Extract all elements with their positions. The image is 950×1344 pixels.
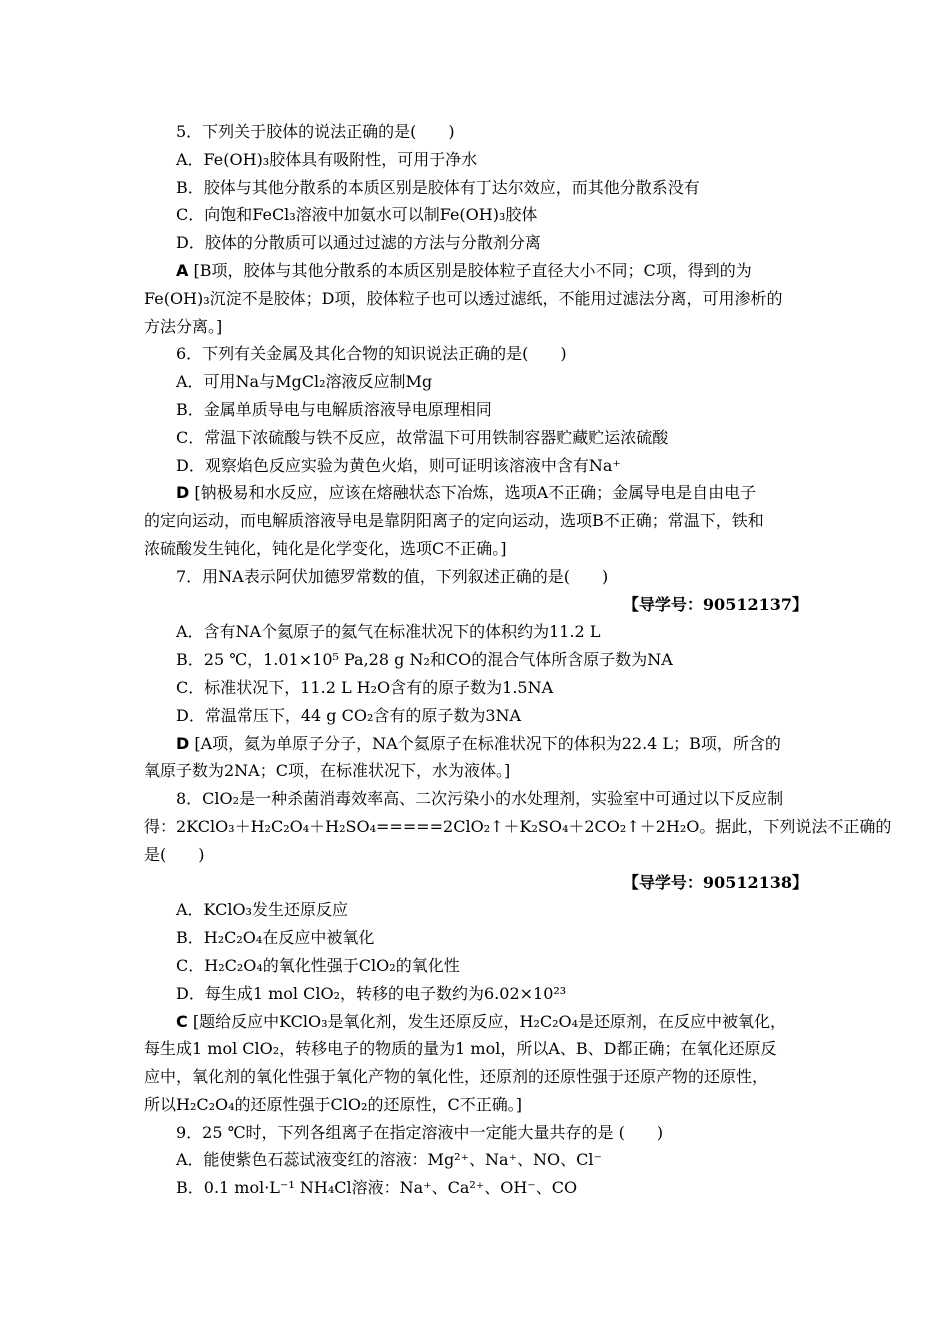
answer-explanation — [144, 257, 808, 285]
option-b: B．0.1 mol·L⁻¹ NH₄Cl溶液：Na⁺、Ca²⁺、OH⁻、CO — [176, 1178, 578, 1198]
answer-letter: C — [176, 1011, 188, 1031]
question-stem: 8．ClO₂是一种杀菌消毒效率高、二次污染小的水处理剂，实验室中可通过以下反应制 — [176, 789, 784, 809]
question-stem: 5．下列关于胶体的说法正确的是( ) — [176, 122, 455, 141]
question-8 — [144, 785, 892, 1119]
question-5 — [144, 118, 808, 340]
option-a: A．能使紫色石蕊试液变红的溶液：Mg²⁺、Na⁺、NO、Cl⁻ — [176, 1150, 602, 1170]
option-b: B．H₂C₂O₄在反应中被氧化 — [176, 928, 375, 948]
option-c: C．标准状况下，11.2 L H₂O含有的原子数为1.5NA — [176, 677, 554, 697]
option-c: C．H₂C₂O₄的氧化性强于ClO₂的氧化性 — [176, 955, 460, 975]
option-a: A．可用Na与MgCl₂溶液反应制Mg — [176, 372, 433, 392]
question-9 — [144, 1119, 808, 1202]
answer-explanation — [144, 730, 808, 758]
explanation-line: [题给反应中KClO₃是氧化剂，发生还原反应，H₂C₂O₄是还原剂，在反应中被氧化， — [192, 1011, 787, 1031]
answer-letter: D — [176, 733, 190, 753]
question-stem: 6．下列有关金属及其化合物的知识说法正确的是( ) — [176, 344, 567, 364]
explanation-line: 浓硫酸发生钝化，钝化是化学变化，选项C不正确。] — [144, 538, 507, 558]
option-b: B．25 ℃，1.01×10⁵ Pa,28 g N₂和CO的混合气体所含原子数为NA — [176, 650, 673, 670]
question-stem: 9．25 ℃时，下列各组离子在指定溶液中一定能大量共存的是 ( ) — [176, 1122, 664, 1142]
option-c: C．常温下浓硫酸与铁不反应，故常温下可用铁制容器贮藏贮运浓硫酸 — [176, 427, 669, 447]
option-a: A．含有NA个氦原子的氦气在标准状况下的体积约为11.2 L — [176, 622, 601, 642]
guide-number: 【导学号：90512137】 — [622, 594, 808, 614]
explanation-line: Fe(OH)₃沉淀不是胶体；D项，胶体粒子也可以透过滤纸，不能用过滤法分离，可用渗析的 — [144, 288, 783, 308]
explanation-line: 所以H₂C₂O₄的还原性强于ClO₂的还原性，C不正确。] — [144, 1094, 522, 1114]
option-d: D．常温常压下，44 g CO₂含有的原子数为3NA — [176, 705, 522, 725]
answer-letter: A — [176, 260, 189, 280]
option-d: D．观察焰色反应实验为黄色火焰，则可证明该溶液中含有Na⁺ — [176, 455, 621, 475]
answer-explanation — [144, 479, 808, 507]
explanation-line: 方法分离。] — [144, 316, 223, 336]
explanation-line: [B项，胶体与其他分散系的本质区别是胶体粒子直径大小不同；C项，得到的为 — [193, 260, 752, 280]
explanation-line: 应中，氧化剂的氧化性强于氧化产物的氧化性，还原剂的还原性强于还原产物的还原性， — [144, 1067, 769, 1087]
guide-number: 【导学号：90512138】 — [622, 872, 808, 892]
option-b: B．金属单质导电与电解质溶液导电原理相同 — [176, 399, 492, 419]
question-stem-line: 是( ) — [144, 844, 205, 864]
answer-letter: D — [176, 483, 190, 503]
explanation-line: 的定向运动，而电解质溶液导电是靠阴阳离子的定向运动，选项B不正确；常温下，铁和 — [144, 511, 764, 531]
explanation-line: 每生成1 mol ClO₂，转移电子的物质的量为1 mol，所以A、B、D都正确；在氧化还原反 — [144, 1039, 777, 1059]
document-content — [144, 118, 892, 1202]
question-6 — [144, 340, 808, 562]
question-stem-line: 得：2KClO₃＋H₂C₂O₄＋H₂SO₄=====2ClO₂↑＋K₂SO₄＋2CO₂↑＋2H₂O。据此，下列说法不正确的 — [144, 816, 892, 836]
option-d: D．每生成1 mol ClO₂，转移的电子数约为6.02×10²³ — [176, 983, 567, 1003]
answer-explanation — [144, 1008, 808, 1036]
explanation-line: 氧原子数为2NA；C项，在标准状况下，水为液体。] — [144, 761, 511, 781]
option-d: D．胶体的分散质可以通过过滤的方法与分散剂分离 — [176, 233, 541, 253]
question-stem: 7．用NA表示阿伏加德罗常数的值，下列叙述正确的是( ) — [176, 566, 609, 586]
explanation-line: [钠极易和水反应，应该在熔融状态下冶炼，选项A不正确；金属导电是自由电子 — [194, 483, 757, 503]
option-a: A．Fe(OH)₃胶体具有吸附性，可用于净水 — [176, 149, 478, 169]
question-7 — [144, 563, 808, 785]
option-c: C．向饱和FeCl₃溶液中加氨水可以制Fe(OH)₃胶体 — [176, 205, 538, 225]
explanation-line: [A项，氦为单原子分子，NA个氦原子在标准状况下的体积为22.4 L；B项，所含的 — [194, 733, 781, 753]
option-a: A．KClO₃发生还原反应 — [176, 900, 348, 920]
option-b: B．胶体与其他分散系的本质区别是胶体有丁达尔效应，而其他分散系没有 — [176, 177, 700, 197]
